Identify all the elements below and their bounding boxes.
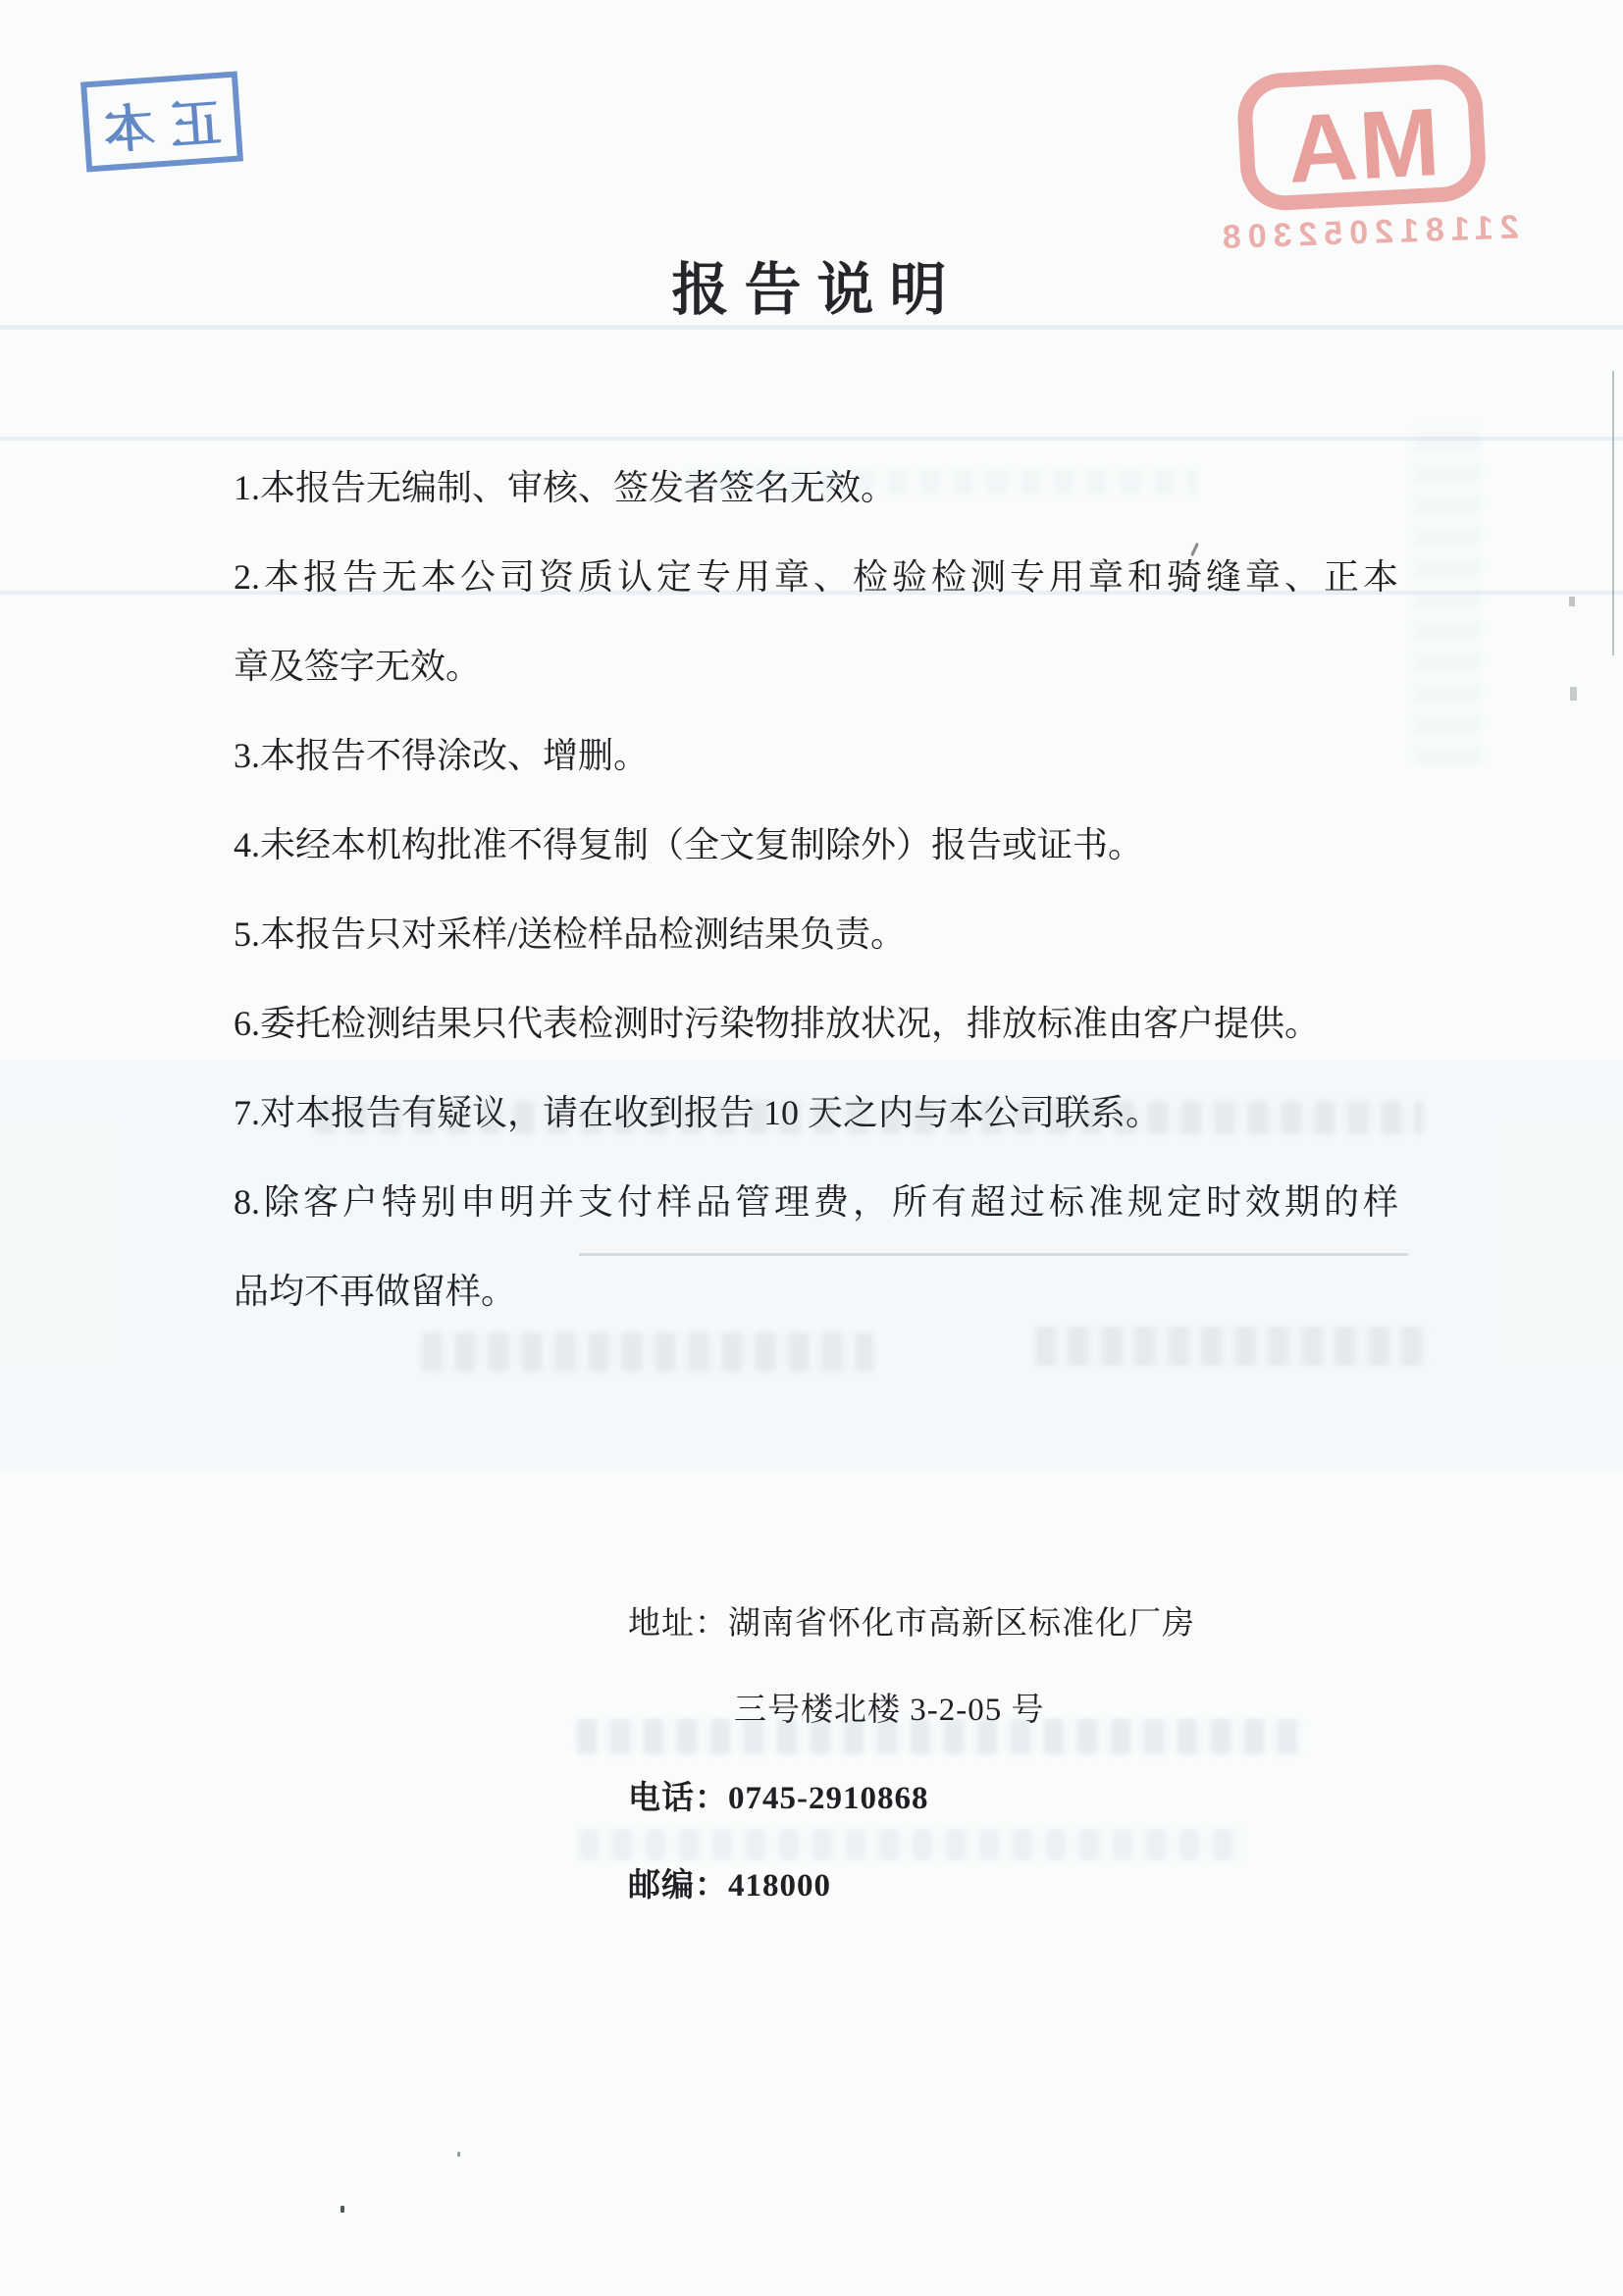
address-line-2: 三号楼北楼 3-2-05 号 <box>734 1693 1045 1728</box>
scan-speck <box>457 2152 460 2157</box>
scan-speck <box>1569 597 1575 606</box>
clause-list <box>234 444 1398 1336</box>
cma-certificate-number: 211812052308 <box>1215 208 1520 257</box>
clause-4: 4.未经本机构批准不得复制（全文复制除外）报告或证书。 <box>234 825 1144 864</box>
clause-6: 6.委托检测结果只代表检测时污染物排放状况，排放标准由客户提供。 <box>234 1004 1321 1043</box>
bleed-through-ghost <box>1413 422 1482 765</box>
original-copy-stamp-text: 正本 <box>85 95 224 161</box>
clause-8-line-2: 品均不再做留样。 <box>234 1272 517 1311</box>
clause-3: 3.本报告不得涂改、增删。 <box>234 736 650 775</box>
cma-logo-frame <box>1236 63 1489 213</box>
page-title: 报告说明 <box>671 258 963 322</box>
scan-artifact-line <box>0 437 1623 441</box>
clause-2-line-2: 章及签字无效。 <box>234 647 482 686</box>
original-copy-stamp <box>80 72 243 173</box>
scan-speck <box>1570 687 1577 701</box>
cma-logo-text: MA <box>1283 86 1442 203</box>
clause-7: 7.对本报告有疑议，请在收到报告 10 天之内与本公司联系。 <box>234 1093 1162 1132</box>
scan-speck <box>340 2206 344 2213</box>
phone-line: 电话：0745-2910868 <box>628 1781 929 1816</box>
clause-8-line-1: 8.除客户特别申明并支付样品管理费，所有超过标准规定时效期的样 <box>234 1182 1398 1222</box>
postcode-line: 邮编：418000 <box>628 1868 831 1904</box>
scan-edge-line <box>1612 371 1614 655</box>
bleed-through-ghost <box>422 1332 873 1372</box>
clause-5: 5.本报告只对采样/送检样品检测结果负责。 <box>234 914 907 954</box>
bleed-through-ghost <box>579 1829 1246 1860</box>
clause-2-line-1: 2.本报告无本公司资质认定专用章、检验检测专用章和骑缝章、正本 <box>234 557 1398 597</box>
clause-1: 1.本报告无编制、审核、签发者签名无效。 <box>234 468 897 507</box>
address-line: 地址：湖南省怀化市高新区标准化厂房 <box>628 1606 1195 1642</box>
